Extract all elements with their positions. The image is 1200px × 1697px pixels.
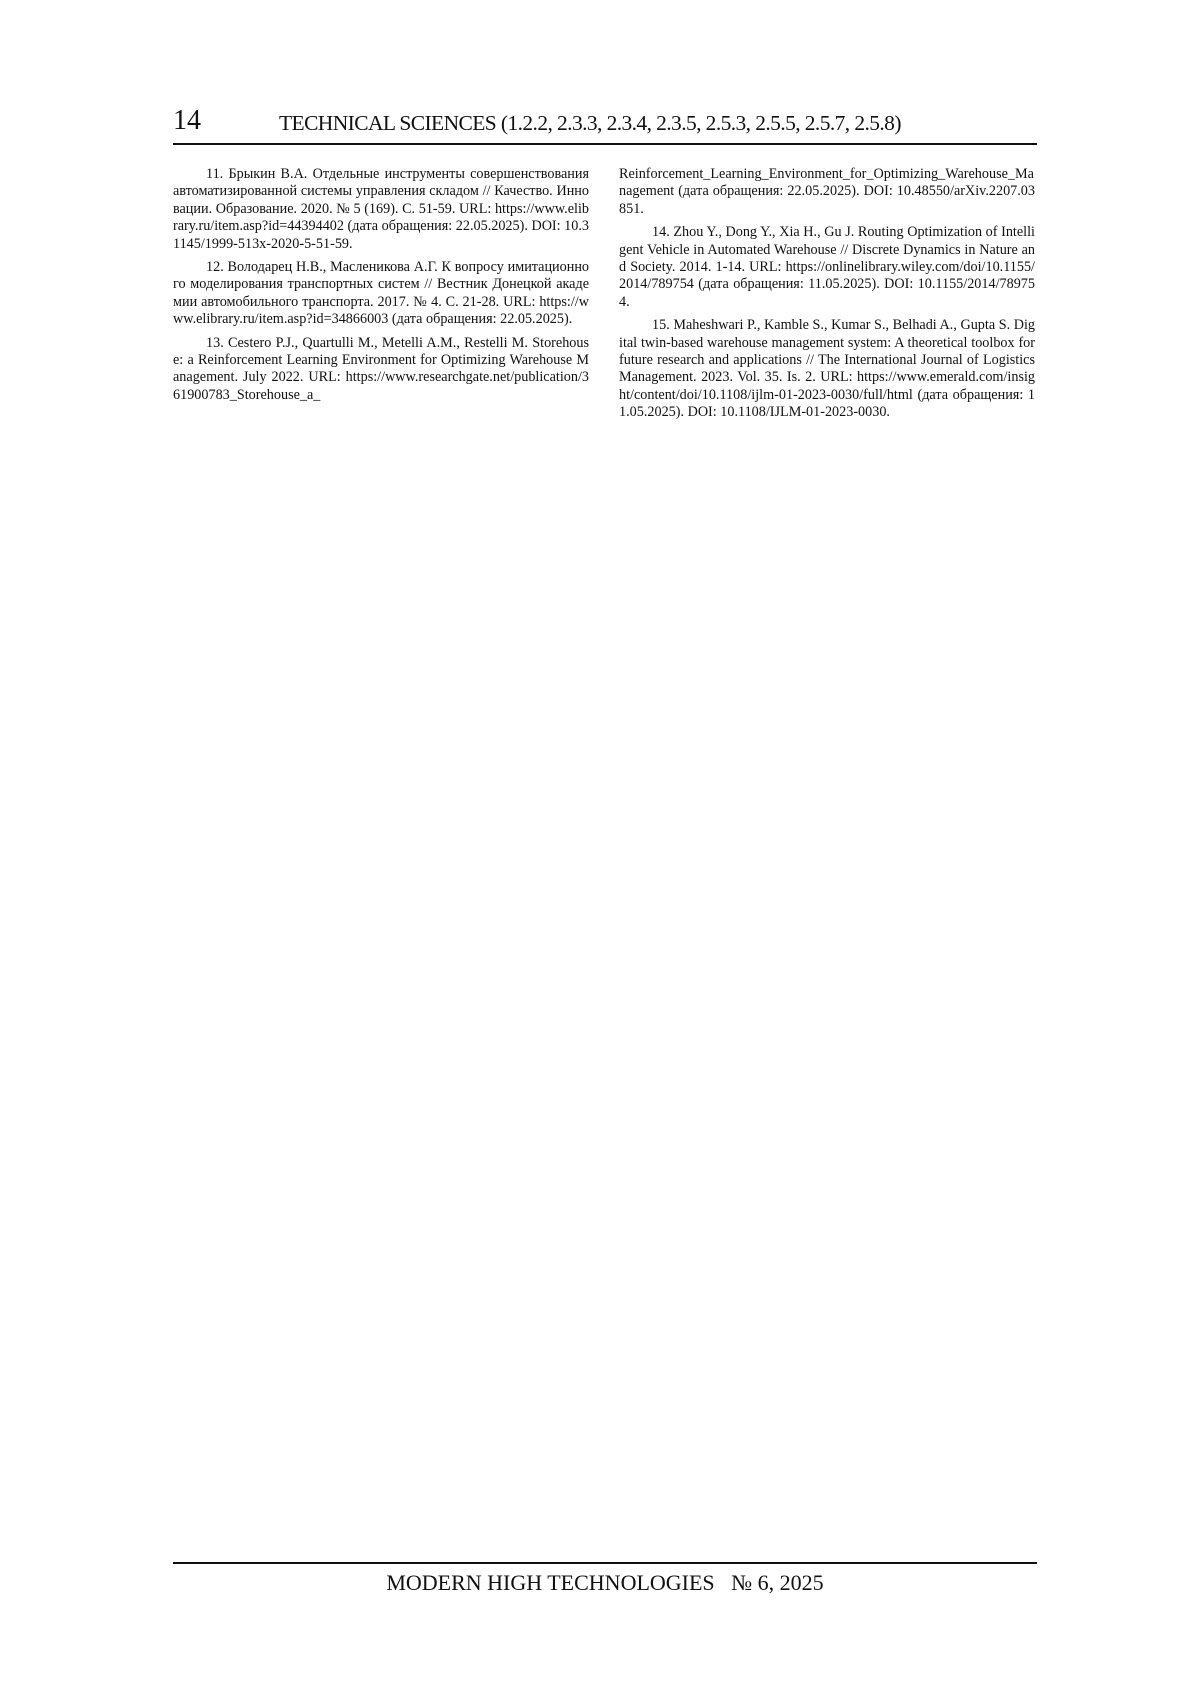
reference-text: Maheshwari P., Kamble S., Kumar S., Belhadi A., Gupta S. Digital twin-based warehouse management system: A theoretical toolbox for future research and applications // The International Journal of Logistics Management. 2023. Vol. 35. Is. 2. URL: https://www.emerald.com/insight/content/doi/10.1108/ijlm-01-2023-0030/full/html (дата обращения: 11.05.2025). DOI: 10.1108/IJLM-01-2023-0030. — [619, 317, 1036, 421]
left-column — [173, 166, 589, 410]
reference-text: Брыкин В.А. Отдельные инструменты совершенствования автоматизированной системы управления складом // Качество. Инновации. Образование. 2020. № 5 (169). С. 51-59. URL: https://www.elibrary.ru/item.asp?id=44394402 (дата обращения: 22.05.2025). DOI: 10.31145/1999-513x-2020-5-51-59. — [173, 166, 590, 252]
reference-14 — [619, 224, 1035, 311]
reference-text: Zhou Y., Dong Y., Xia H., Gu J. Routing Optimization of Intelligent Vehicle in Automated Warehouse // Discrete Dynamics in Nature and Society. 2014. 1-14. URL: https://onlinelibrary.wiley.com/doi/10.1155/2014/789754 (дата обращения: 11.05.2025). DOI: 10.1155/2014/789754. — [619, 224, 1035, 310]
reference-number: 13. — [206, 334, 224, 351]
right-column — [619, 166, 1035, 428]
section-title: TECHNICAL SCIENCES (1.2.2, 2.3.3, 2.3.4, 2.3.5, 2.5.3, 2.5.5, 2.5.7, 2.5.8) — [279, 111, 901, 135]
reference-15 — [619, 317, 1035, 421]
reference-number: 15. — [652, 317, 670, 334]
journal-name: MODERN HIGH TECHNOLOGIES — [386, 1570, 715, 1595]
reference-13-continuation: Reinforcement_Learning_Environment_for_Optimizing_Warehouse_Management (дата обращения: 22.05.2025). DOI: 10.48550/arXiv.2207.03851. — [619, 166, 1035, 217]
reference-text: Cestero P.J., Quartulli M., Metelli A.M., Restelli M. Storehouse: a Reinforcement Learning Environment for Optimizing Warehouse Management. July 2022. URL: https://www.researchgate.net/publication/361900783_Storehouse_a_ — [173, 334, 590, 403]
reference-number: 14. — [652, 224, 670, 241]
reference-number: 12. — [206, 259, 224, 276]
footer-text — [386, 1569, 823, 1597]
reference-13 — [173, 335, 589, 405]
page-header — [173, 103, 1037, 145]
reference-number: 11. — [206, 166, 224, 182]
page-footer — [173, 1562, 1037, 1597]
page-number: 14 — [173, 105, 201, 136]
reference-12 — [173, 259, 589, 329]
issue-number: № 6, 2025 — [731, 1570, 824, 1595]
reference-text: Володарец Н.В., Масленикова А.Г. К вопросу имитационного моделирования транспортных систем // Вестник Донецкой академии автомобильного транспорта. 2017. № 4. С. 21-28. URL: https://www.elibrary.ru/item.asp?id=34866003 (дата обращения: 22.05.2025). — [173, 259, 590, 328]
reference-11 — [173, 166, 589, 253]
